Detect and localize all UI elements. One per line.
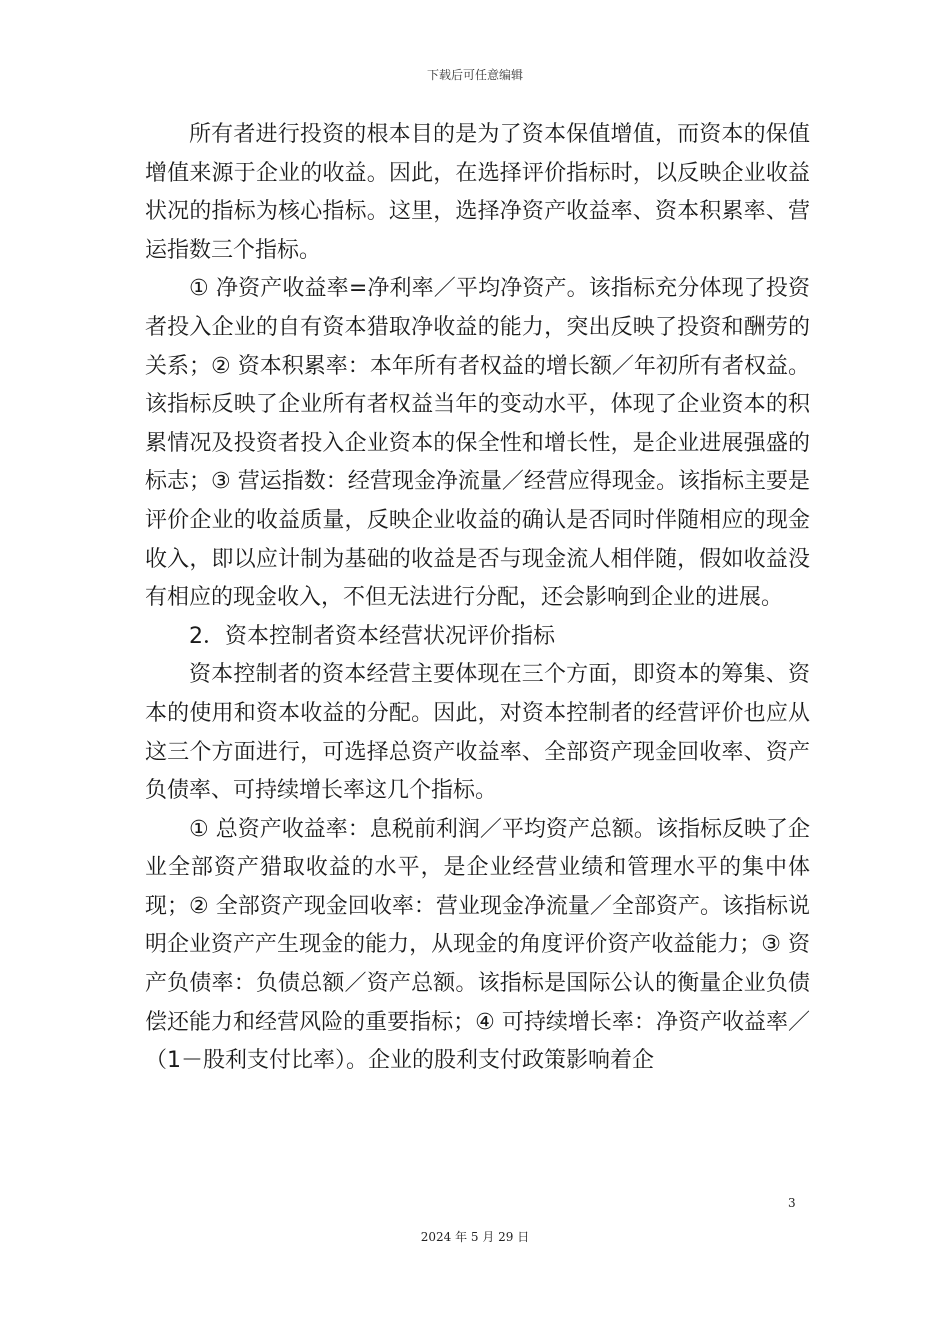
paragraph-2: ① 净资产收益率=净利率／平均净资产。该指标充分体现了投资者投入企业的自有资本猎取净收益的能力，突出反映了投资和酬劳的关系；② 资本积累率：本年所有者权益的增长额／年初所有者权益。该指标反映了企业所有者权益当年的变动水平，体现了企业资本的积累情况及投资者投入企业资本的保全性和增长性，是企业进展强盛的标志；③ 营运指数：经营现金净流量／经营应得现金。该指标主要是评价企业的收益质量，反映企业收益的确认是否同时伴随相应的现金收入，即以应计制为基础的收益是否与现金流人相伴随，假如收益没有相应的现金收入，不但无法进行分配，还会影响到企业的进展。	[145, 276, 810, 611]
page-number: 3	[788, 1196, 796, 1210]
paragraph-3: 资本控制者的资本经营主要体现在三个方面，即资本的筹集、资本的使用和资本收益的分配。因此，对资本控制者的经营评价也应从这三个方面进行，可选择总资产收益率、全部资产现金回收率、资产负债率、可持续增长率这几个指标。	[145, 662, 810, 804]
page-header: 下载后可任意编辑	[426, 68, 523, 82]
document-body	[145, 116, 810, 1081]
footer-date: 2024 年 5 月 29 日	[420, 1230, 530, 1244]
section-heading: 2．资本控制者资本经营状况评价指标	[189, 623, 555, 649]
paragraph-1: 所有者进行投资的根本目的是为了资本保值增值，而资本的保值增值来源于企业的收益。因此，在选择评价指标时，以反映企业收益状况的指标为核心指标。这里，选择净资产收益率、资本积累率、营运指数三个指标。	[145, 122, 810, 263]
paragraph-4: ① 总资产收益率：息税前利润／平均资产总额。该指标反映了企业全部资产猎取收益的水平，是企业经营业绩和管理水平的集中体现；② 全部资产现金回收率：营业现金净流量／全部资产。该指标说明企业资产产生现金的能力，从现金的角度评价资产收益能力；③ 资产负债率：负债总额／资产总额。该指标是国际公认的衡量企业负债偿还能力和经营风险的重要指标；④ 可持续增长率：净资产收益率／（1－股利支付比率）。企业的股利支付政策影响着企	[145, 816, 810, 1074]
